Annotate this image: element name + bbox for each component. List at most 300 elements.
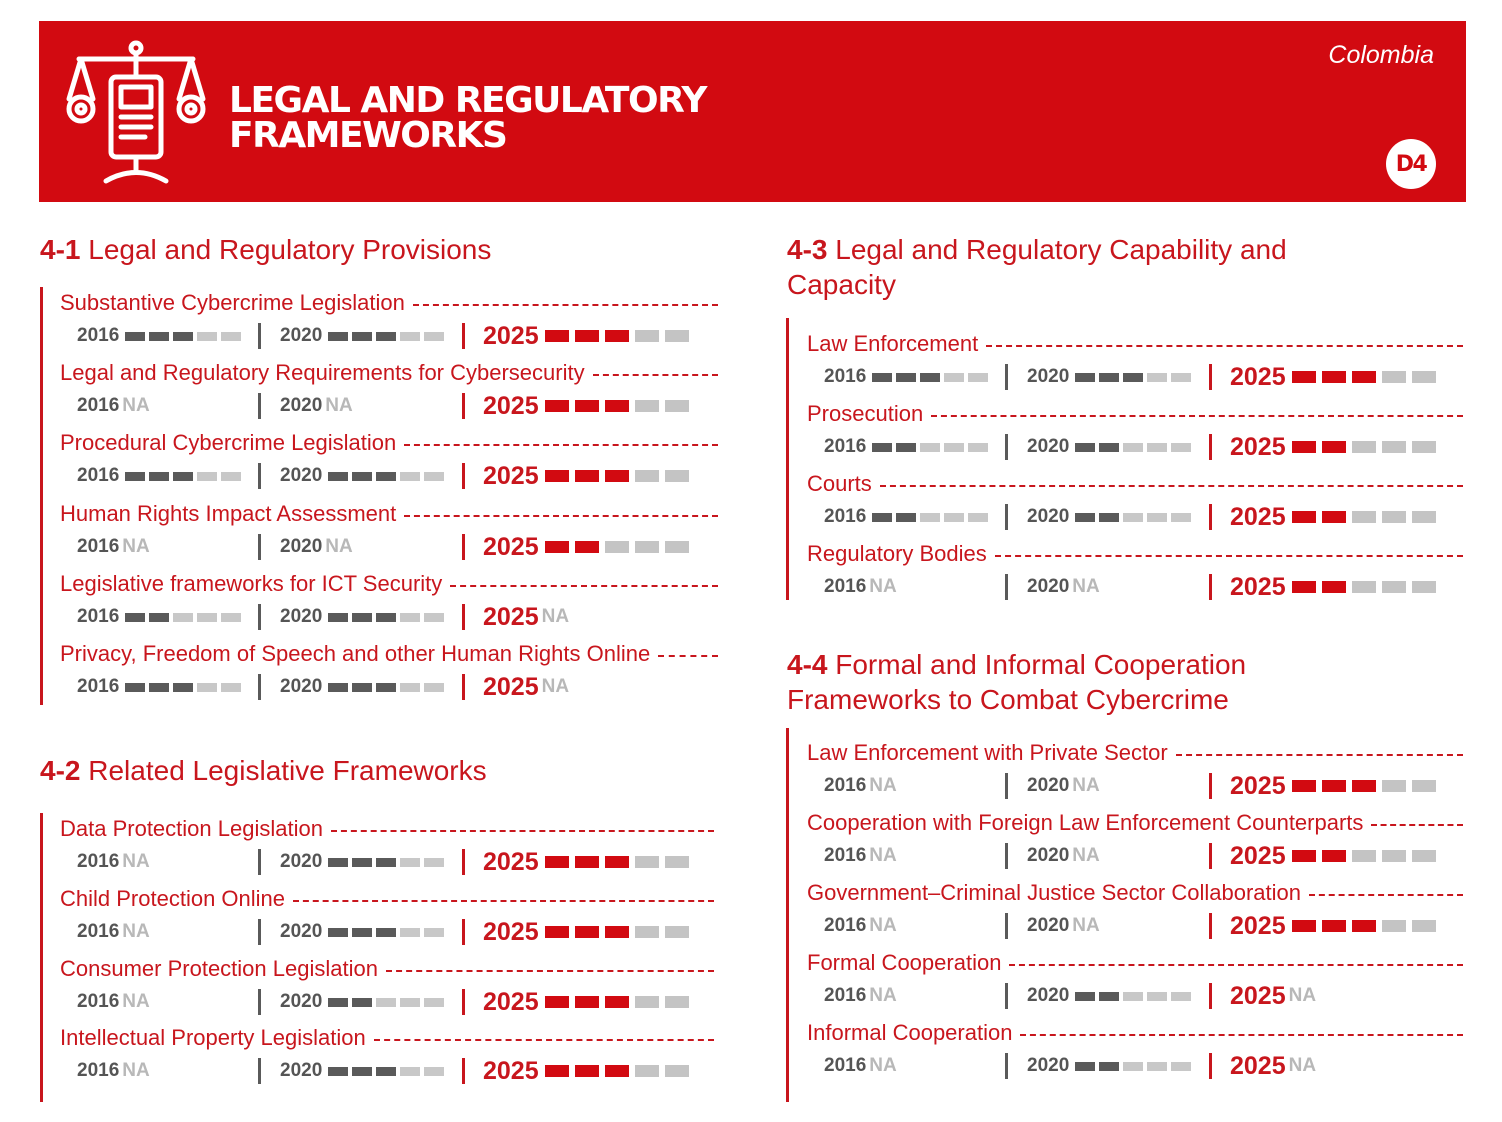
maturity-bars: [545, 330, 695, 342]
na-label: NA: [1072, 576, 1100, 597]
year-cell-2025: [483, 673, 569, 701]
separator: [258, 674, 261, 700]
item-label-text: Cooperation with Foreign Law Enforcement Counterparts: [807, 810, 1364, 835]
score-row: [0, 433, 1502, 461]
stage-bar-empty: [197, 683, 217, 692]
year-cell-2020: [1027, 842, 1100, 870]
item-label-text: Consumer Protection Legislation: [60, 956, 378, 981]
score-row: [0, 912, 1502, 940]
year-label: 2016: [77, 606, 120, 627]
year-cell-2025: [1230, 1052, 1316, 1080]
stage-bar-filled: [575, 541, 599, 553]
stage-bar-empty: [1382, 441, 1406, 453]
year-cell-2016: [824, 1052, 897, 1080]
stage-bar-filled: [872, 373, 892, 382]
year-cell-2025: [483, 462, 695, 490]
year-label: 2020: [1027, 366, 1070, 387]
stage-bar-filled: [1075, 373, 1095, 382]
score-row: [0, 772, 1502, 800]
page-title: [229, 80, 706, 156]
separator: [1209, 364, 1212, 390]
stage-bar-empty: [968, 513, 988, 522]
stage-bar-filled: [575, 470, 599, 482]
separator: [462, 323, 465, 349]
year-cell-2025: [1230, 842, 1442, 870]
stage-bar-filled: [1352, 920, 1376, 932]
scales-with-gears-icon: [61, 39, 211, 187]
year-label: 2025: [483, 532, 539, 561]
page-title-line1: LEGAL AND REGULATORY: [229, 80, 706, 121]
year-label: 2016: [77, 1060, 120, 1081]
stage-bar-empty: [1412, 511, 1436, 523]
year-label: 2025: [1230, 502, 1286, 531]
stage-bar-filled: [575, 330, 599, 342]
stage-bar-empty: [400, 683, 420, 692]
item-label-text: Procedural Cybercrime Legislation: [60, 430, 397, 455]
maturity-bars: [545, 470, 695, 482]
separator: [1005, 913, 1008, 939]
stage-bar-filled: [1352, 780, 1376, 792]
separator: [1209, 913, 1212, 939]
year-label: 2020: [1027, 915, 1070, 936]
stage-bar-filled: [575, 400, 599, 412]
year-label: 2025: [483, 602, 539, 631]
item-label: [60, 815, 714, 843]
item-label: [807, 470, 1463, 498]
year-label: 2016: [77, 536, 120, 557]
maturity-bars: [872, 443, 992, 452]
stage-bar-filled: [1123, 373, 1143, 382]
year-cell-2020: [280, 603, 448, 631]
year-cell-2016: [77, 533, 150, 561]
item-label: [60, 955, 714, 983]
year-label: 2020: [1027, 985, 1070, 1006]
year-label: 2016: [77, 465, 120, 486]
na-label: NA: [122, 921, 150, 942]
year-cell-2016: [824, 363, 992, 391]
separator: [462, 463, 465, 489]
item-label-text: Law Enforcement: [807, 331, 979, 356]
year-label: 2025: [483, 391, 539, 420]
maturity-bars: [328, 683, 448, 692]
stage-bar-filled: [605, 400, 629, 412]
year-label: 2016: [77, 325, 120, 346]
year-label: 2020: [1027, 845, 1070, 866]
stage-bar-filled: [1292, 441, 1316, 453]
na-label: NA: [541, 676, 570, 697]
item-label-text: Government–Criminal Justice Sector Collaboration: [807, 880, 1301, 905]
item-label: [807, 1019, 1463, 1047]
stage-bar-empty: [1171, 373, 1191, 382]
year-cell-2016: [77, 603, 245, 631]
stage-bar-empty: [221, 613, 241, 622]
item-label-text: Child Protection Online: [60, 886, 286, 911]
score-row: [0, 603, 1502, 631]
separator: [462, 604, 465, 630]
item-label-text: Human Rights Impact Assessment: [60, 501, 397, 526]
maturity-bars: [1075, 373, 1195, 382]
stage-bar-empty: [1382, 920, 1406, 932]
stage-bar-filled: [896, 443, 916, 452]
year-cell-2016: [824, 433, 992, 461]
stage-bar-empty: [400, 332, 420, 341]
separator: [1005, 1053, 1008, 1079]
stage-bar-filled: [1292, 511, 1316, 523]
stage-bar-empty: [665, 400, 689, 412]
section-heading-4-4: 4-4 Formal and Informal Cooperation Frameworks to Combat Cybercrime: [787, 649, 1247, 715]
year-label: 2020: [1027, 1055, 1070, 1076]
maturity-bars: [328, 332, 448, 341]
year-cell-2016: [77, 322, 245, 350]
stage-bar-filled: [1322, 850, 1346, 862]
stage-bar-empty: [221, 683, 241, 692]
stage-bar-empty: [635, 330, 659, 342]
year-label: 2025: [1230, 432, 1286, 461]
leader-line: [1371, 824, 1463, 826]
stage-bar-filled: [1292, 371, 1316, 383]
stage-bar-empty: [920, 443, 940, 452]
separator: [462, 674, 465, 700]
year-label: 2025: [483, 1056, 539, 1085]
maturity-bars: [1292, 441, 1442, 453]
year-label: 2020: [280, 851, 323, 872]
stage-bar-empty: [1123, 513, 1143, 522]
score-row: [0, 573, 1502, 601]
stage-bar-empty: [424, 472, 444, 481]
stage-bar-filled: [352, 613, 372, 622]
stage-bar-filled: [1075, 443, 1095, 452]
separator: [1209, 1053, 1212, 1079]
na-label: NA: [122, 851, 150, 872]
stage-bar-filled: [545, 400, 569, 412]
separator: [1005, 773, 1008, 799]
year-cell-2025: [483, 533, 695, 561]
year-label: 2020: [280, 325, 323, 346]
stage-bar-empty: [968, 443, 988, 452]
item-label-text: Intellectual Property Legislation: [60, 1025, 366, 1050]
na-label: NA: [869, 576, 897, 597]
stage-bar-filled: [1075, 513, 1095, 522]
stage-bar-empty: [665, 470, 689, 482]
stage-bar-filled: [173, 472, 193, 481]
year-label: 2025: [1230, 1051, 1286, 1080]
separator: [258, 604, 261, 630]
year-label: 2016: [824, 506, 867, 527]
year-cell-2020: [280, 533, 353, 561]
item-label-text: Courts: [807, 471, 872, 496]
stage-bar-empty: [221, 472, 241, 481]
leader-line: [386, 970, 714, 972]
year-label: 2020: [1027, 576, 1070, 597]
stage-bar-filled: [1322, 441, 1346, 453]
maturity-bars: [872, 513, 992, 522]
leader-line: [331, 830, 714, 832]
year-cell-2020: [1027, 573, 1100, 601]
year-label: 2025: [483, 847, 539, 876]
year-label: 2020: [1027, 775, 1070, 796]
year-label: 2025: [483, 321, 539, 350]
maturity-bars: [1292, 511, 1442, 523]
score-row: [0, 842, 1502, 870]
stage-bar-empty: [944, 373, 964, 382]
year-label: 2016: [824, 845, 867, 866]
leader-line: [1309, 894, 1463, 896]
score-row: [0, 363, 1502, 391]
stage-bar-empty: [1147, 443, 1167, 452]
score-row: [0, 673, 1502, 701]
year-label: 2020: [280, 606, 323, 627]
na-label: NA: [869, 775, 897, 796]
separator: [462, 393, 465, 419]
item-label-text: Substantive Cybercrime Legislation: [60, 290, 405, 315]
stage-bar-filled: [125, 332, 145, 341]
year-label: 2025: [1230, 362, 1286, 391]
year-cell-2020: [1027, 982, 1195, 1010]
stage-bar-filled: [1322, 780, 1346, 792]
year-cell-2016: [824, 573, 897, 601]
item-label: [807, 540, 1463, 568]
stage-bar-empty: [424, 332, 444, 341]
year-label: 2016: [824, 775, 867, 796]
year-cell-2016: [824, 982, 897, 1010]
year-cell-2025: [1230, 363, 1442, 391]
year-cell-2020: [1027, 1052, 1195, 1080]
stage-bar-filled: [605, 330, 629, 342]
stage-bar-filled: [1075, 992, 1095, 1001]
year-cell-2025: [1230, 772, 1442, 800]
year-cell-2025: [1230, 433, 1442, 461]
item-label-text: Legal and Regulatory Requirements for Cybersecurity: [60, 360, 585, 385]
separator: [1005, 983, 1008, 1009]
stage-bar-filled: [1292, 920, 1316, 932]
year-cell-2020: [280, 392, 353, 420]
year-label: 2016: [824, 985, 867, 1006]
stage-bar-empty: [1352, 511, 1376, 523]
stage-bar-empty: [1352, 581, 1376, 593]
na-label: NA: [1288, 985, 1317, 1006]
year-label: 2020: [280, 676, 323, 697]
stage-bar-empty: [400, 613, 420, 622]
maturity-bars: [1292, 850, 1442, 862]
stage-bar-filled: [1322, 371, 1346, 383]
year-cell-2016: [824, 772, 897, 800]
stage-bar-empty: [1412, 441, 1436, 453]
stage-bar-filled: [1322, 511, 1346, 523]
stage-bar-empty: [1147, 373, 1167, 382]
stage-bar-empty: [1412, 581, 1436, 593]
leader-line: [995, 555, 1463, 557]
stage-bar-filled: [896, 373, 916, 382]
stage-bar-empty: [197, 472, 217, 481]
stage-bar-filled: [376, 472, 396, 481]
year-label: 2016: [77, 991, 120, 1012]
stage-bar-filled: [328, 332, 348, 341]
year-label: 2020: [280, 465, 323, 486]
stage-bar-empty: [1147, 992, 1167, 1001]
item-label: [807, 949, 1463, 977]
stage-bar-empty: [173, 613, 193, 622]
year-cell-2020: [280, 673, 448, 701]
year-cell-2025: [1230, 982, 1316, 1010]
maturity-bars: [125, 472, 245, 481]
maturity-bars: [1292, 371, 1442, 383]
stage-bar-empty: [635, 400, 659, 412]
year-label: 2025: [1230, 841, 1286, 870]
na-label: NA: [869, 1055, 897, 1076]
year-cell-2016: [824, 503, 992, 531]
maturity-bars: [1075, 1062, 1195, 1071]
year-cell-2020: [280, 462, 448, 490]
leader-line: [1176, 754, 1463, 756]
year-cell-2016: [77, 462, 245, 490]
year-cell-2025: [1230, 573, 1442, 601]
maturity-bars: [545, 541, 695, 553]
year-cell-2020: [1027, 912, 1100, 940]
na-label: NA: [122, 1060, 150, 1081]
stage-bar-empty: [197, 332, 217, 341]
separator: [258, 463, 261, 489]
maturity-bars: [1075, 992, 1195, 1001]
year-cell-2020: [1027, 363, 1195, 391]
leader-line: [1020, 1034, 1463, 1036]
page-title-line2: FRAMEWORKS: [229, 115, 507, 156]
item-label: [807, 400, 1463, 428]
section-heading-4-1: 4-1 Legal and Regulatory Provisions: [40, 234, 492, 265]
year-label: 2016: [824, 915, 867, 936]
stage-bar-empty: [1382, 780, 1406, 792]
na-label: NA: [541, 606, 570, 627]
stage-bar-filled: [352, 683, 372, 692]
na-label: NA: [1288, 1055, 1317, 1076]
year-cell-2016: [77, 673, 245, 701]
item-label: [60, 885, 714, 913]
stage-bar-empty: [1412, 920, 1436, 932]
na-label: NA: [122, 395, 150, 416]
stage-bar-empty: [1412, 850, 1436, 862]
stage-bar-empty: [1171, 992, 1191, 1001]
stage-bar-empty: [1123, 1062, 1143, 1071]
stage-bar-empty: [221, 332, 241, 341]
na-label: NA: [1072, 775, 1100, 796]
maturity-bars: [1075, 513, 1195, 522]
stage-bar-empty: [1171, 1062, 1191, 1071]
stage-bar-filled: [149, 332, 169, 341]
item-label-text: Data Protection Legislation: [60, 816, 323, 841]
stage-bar-filled: [1075, 1062, 1095, 1071]
separator: [1209, 843, 1212, 869]
stage-bar-filled: [328, 613, 348, 622]
stage-bar-empty: [424, 613, 444, 622]
year-label: 2025: [1230, 911, 1286, 940]
stage-bar-empty: [968, 373, 988, 382]
stage-bar-filled: [173, 332, 193, 341]
country-label: Colombia: [1328, 41, 1434, 69]
year-cell-2016: [77, 392, 150, 420]
stage-bar-filled: [328, 683, 348, 692]
year-label: 2025: [1230, 771, 1286, 800]
year-label: 2016: [77, 395, 120, 416]
year-label: 2020: [1027, 436, 1070, 457]
stage-bar-filled: [125, 472, 145, 481]
stage-bar-empty: [1171, 513, 1191, 522]
year-label: 2020: [280, 395, 323, 416]
stage-bar-filled: [1322, 581, 1346, 593]
year-cell-2020: [1027, 503, 1195, 531]
year-label: 2025: [1230, 981, 1286, 1010]
year-cell-2020: [280, 322, 448, 350]
stage-bar-filled: [1099, 513, 1119, 522]
item-label-text: Legislative frameworks for ICT Security: [60, 571, 443, 596]
separator: [1005, 504, 1008, 530]
section-heading-4-3: 4-3 Legal and Regulatory Capability and Capacity: [787, 234, 1287, 300]
maturity-bars: [1292, 780, 1442, 792]
stage-bar-empty: [665, 541, 689, 553]
year-label: 2020: [280, 536, 323, 557]
stage-bar-filled: [1292, 780, 1316, 792]
maturity-bars: [1075, 443, 1195, 452]
stage-bar-empty: [1123, 992, 1143, 1001]
stage-bar-empty: [1171, 443, 1191, 452]
maturity-bars: [872, 373, 992, 382]
maturity-bars: [545, 400, 695, 412]
year-cell-2020: [1027, 772, 1100, 800]
stage-bar-filled: [125, 613, 145, 622]
stage-bar-empty: [400, 472, 420, 481]
item-label: [60, 640, 718, 668]
stage-bar-filled: [149, 472, 169, 481]
stage-bar-filled: [149, 613, 169, 622]
stage-bar-empty: [1412, 371, 1436, 383]
year-label: 2016: [824, 366, 867, 387]
stage-bar-filled: [872, 513, 892, 522]
stage-bar-filled: [1292, 850, 1316, 862]
stage-bar-empty: [424, 683, 444, 692]
stage-bar-empty: [197, 613, 217, 622]
stage-bar-empty: [635, 541, 659, 553]
stage-bar-empty: [1147, 513, 1167, 522]
separator: [1209, 504, 1212, 530]
item-label-text: Formal Cooperation: [807, 950, 1002, 975]
stage-bar-empty: [1382, 850, 1406, 862]
item-label: [60, 1024, 714, 1052]
maturity-bars: [328, 613, 448, 622]
year-label: 2025: [483, 987, 539, 1016]
stage-bar-empty: [1382, 371, 1406, 383]
stage-bar-filled: [1352, 371, 1376, 383]
year-label: 2025: [483, 672, 539, 701]
stage-bar-filled: [376, 332, 396, 341]
maturity-bars: [1292, 920, 1442, 932]
leader-line: [986, 345, 1463, 347]
leader-line: [374, 1039, 714, 1041]
na-label: NA: [869, 845, 897, 866]
score-row: [0, 982, 1502, 1010]
item-label-text: Regulatory Bodies: [807, 541, 987, 566]
item-label: [807, 809, 1463, 837]
separator: [258, 393, 261, 419]
na-label: NA: [1072, 845, 1100, 866]
stage-bar-empty: [1412, 780, 1436, 792]
separator: [258, 534, 261, 560]
year-label: 2020: [1027, 506, 1070, 527]
stage-bar-empty: [1382, 581, 1406, 593]
section-heading-4-2: 4-2 Related Legislative Frameworks: [40, 755, 487, 786]
stage-bar-filled: [872, 443, 892, 452]
year-label: 2016: [77, 851, 120, 872]
separator: [258, 323, 261, 349]
maturity-bars: [125, 683, 245, 692]
separator: [1209, 574, 1212, 600]
